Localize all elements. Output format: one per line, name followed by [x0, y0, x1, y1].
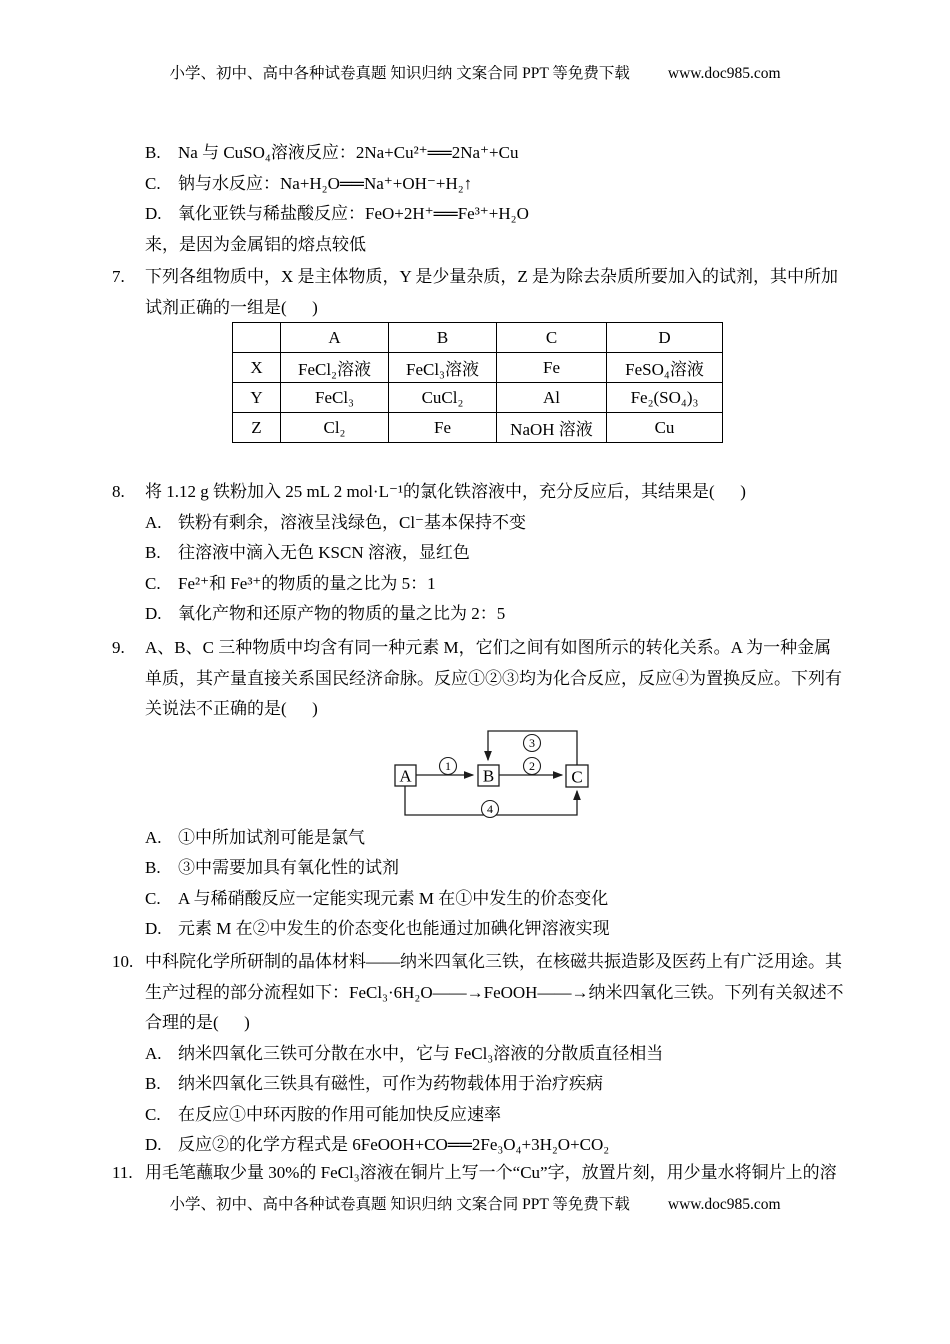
q10-option-d — [112, 1130, 912, 1161]
option-text: ①中所加试剂可能是氯气 — [178, 827, 365, 847]
option-label: D. — [145, 1135, 162, 1154]
q7-stem-line-1 — [112, 262, 912, 293]
stem-text: 将 1.12 g 铁粉加入 25 mL 2 mol·L⁻¹的氯化铁溶液中，充分反应后，其结果是( ) — [145, 482, 746, 501]
option-text: 纳米四氧化三铁具有磁性，可作为药物载体用于治疗疾病 — [178, 1074, 603, 1093]
table-cell: Al — [497, 383, 607, 413]
option-label: C. — [145, 173, 161, 193]
question-7-reagent-table — [232, 322, 723, 443]
option-label: C. — [145, 888, 161, 908]
option-text: 钠与水反应：Na+H₂O══Na⁺+OH⁻+H₂↑ — [178, 173, 473, 193]
option-text: 往溶液中滴入无色 KSCN 溶液，显红色 — [178, 543, 470, 562]
q9-option-c — [112, 884, 912, 915]
table-header-row — [233, 323, 723, 353]
table-cell: NaOH 溶液 — [497, 413, 607, 443]
option-label: A. — [145, 512, 162, 532]
option-text: 铁粉有剩余，溶液呈浅绿色，Cl⁻基本保持不变 — [178, 512, 527, 532]
q9-stem-line-1 — [112, 633, 912, 664]
q8-option-d — [112, 599, 912, 630]
question-number: 10. — [112, 952, 134, 971]
option-text: 反应②的化学方程式是 6FeOOH+CO══2Fe₃O₄+3H₂O+CO₂ — [178, 1135, 610, 1154]
q10-option-a — [112, 1039, 912, 1070]
node-c-label: C — [571, 767, 583, 786]
q9-stem-line-2: 单质，其产量直接关系国民经济命脉。反应①②③均为化合反应，反应④为置换反应。下列有 — [145, 668, 842, 688]
option-text: 元素 M 在②中发生的价态变化也能通过加碘化钾溶液实现 — [178, 919, 610, 938]
stem-text: 中科院化学所研制的晶体材料——纳米四氧化三铁，在核磁共振造影及医药上有广泛用途。其 — [145, 952, 842, 971]
step-4-label: 4 — [487, 801, 493, 816]
node-b-label: B — [482, 766, 495, 785]
q10-stem-line-3: 合理的是( ) — [145, 1013, 250, 1032]
q9-option-b — [112, 853, 912, 884]
option-label: A. — [145, 1043, 162, 1063]
option-label: C. — [145, 573, 161, 593]
header-promo-text: 小学、初中、高中各种试卷真题 知识归纳 文案合同 PPT 等免费下载 — [169, 65, 630, 82]
table-cell: Fe₂(SO₄)₃ — [607, 383, 723, 413]
table-cell: Fe — [497, 353, 607, 383]
table-cell: Cl₂ — [281, 413, 389, 443]
q10-stem-line-1 — [112, 947, 912, 978]
step-1-label: 1 — [445, 758, 451, 773]
q6-option-b — [145, 138, 945, 169]
option-text: 纳米四氧化三铁可分散在水中，它与 FeCl₃溶液的分散质直径相当 — [178, 1043, 664, 1063]
row-label: X — [233, 353, 281, 383]
table-header-a: A — [281, 323, 389, 353]
option-label: D. — [145, 919, 162, 938]
step-2-label: 2 — [529, 758, 535, 773]
table-header-c: C — [497, 323, 607, 353]
table-header-b: B — [389, 323, 497, 353]
option-label: A. — [145, 827, 162, 847]
question-8 — [112, 477, 912, 630]
table-cell: Fe — [389, 413, 497, 443]
table-row-z — [233, 413, 723, 443]
option-text: Na 与 CuSO₄溶液反应：2Na+Cu²⁺══2Na⁺+Cu — [178, 143, 519, 162]
q8-option-c — [112, 569, 912, 600]
option-label: B. — [145, 1074, 161, 1093]
page-footer — [0, 1195, 950, 1215]
stem-text: A、B、C 三种物质中均含有同一种元素 M，它们之间有如图所示的转化关系。A 为一种金属 — [145, 638, 832, 657]
q10-option-c — [112, 1100, 912, 1131]
header-site-url: www.doc985.com — [667, 65, 781, 82]
option-label: B. — [145, 143, 161, 162]
question-7 — [112, 262, 912, 323]
q10-stem-line-2: 生产过程的部分流程如下：FeCl₃·6H₂O——→FeOOH——→纳米四氧化三铁。下列有关叙述不 — [145, 982, 844, 1002]
table-header-d: D — [607, 323, 723, 353]
option-text: Fe²⁺和 Fe³⁺的物质的量之比为 5：1 — [178, 573, 436, 593]
q9-option-d — [112, 914, 912, 945]
table-cell: CuCl₂ — [389, 383, 497, 413]
table-row-y — [233, 383, 723, 413]
table-cell: FeCl₃ — [281, 383, 389, 413]
footer-site-url: www.doc985.com — [667, 1196, 781, 1213]
q9-option-a — [112, 823, 912, 854]
stem-text: 用毛笔蘸取少量 30%的 FeCl₃溶液在铜片上写一个“Cu”字，放置片刻，用少量水将铜片上的溶 — [145, 1163, 837, 1182]
conversion-diagram-svg — [378, 725, 633, 823]
question-6-remainder — [145, 138, 945, 260]
option-label: D. — [145, 204, 162, 223]
option-text: 氧化产物和还原产物的物质的量之比为 2：5 — [178, 604, 506, 623]
table-cell: Cu — [607, 413, 723, 443]
q11-stem-line-1 — [112, 1158, 912, 1189]
option-text: 在反应①中环丙胺的作用可能加快反应速率 — [178, 1104, 501, 1124]
table-row-x — [233, 353, 723, 383]
row-label: Y — [233, 383, 281, 413]
option-text: ③中需要加具有氧化性的试剂 — [178, 858, 399, 877]
q6-option-c — [145, 169, 945, 200]
q6-option-d — [145, 199, 945, 230]
option-label: C. — [145, 1104, 161, 1124]
q10-option-b — [112, 1069, 912, 1100]
q7-stem-line-2: 试剂正确的一组是( ) — [145, 297, 318, 317]
table-corner-cell — [233, 323, 281, 353]
node-a-label: A — [399, 766, 412, 785]
option-text: 氧化亚铁与稀盐酸反应：FeO+2H⁺══Fe³⁺+H₂O — [178, 204, 529, 223]
question-number: 9. — [112, 638, 125, 657]
step-3-label: 3 — [529, 735, 535, 750]
q9-stem-line-3: 关说法不正确的是( ) — [145, 699, 318, 718]
conversion-diagram — [378, 725, 633, 823]
q6-continuation-line: 来，是因为金属铝的熔点较低 — [145, 234, 366, 254]
option-label: D. — [145, 604, 162, 623]
table-cell: FeSO₄溶液 — [607, 353, 723, 383]
option-text: A 与稀硝酸反应一定能实现元素 M 在①中发生的价态变化 — [178, 888, 609, 908]
q8-stem — [112, 477, 912, 508]
option-label: B. — [145, 543, 161, 562]
question-number: 8. — [112, 482, 125, 501]
table-cell: FeCl₃溶液 — [389, 353, 497, 383]
option-label: B. — [145, 858, 161, 877]
q8-option-b — [112, 538, 912, 569]
stem-text: 下列各组物质中，X 是主体物质，Y 是少量杂质，Z 是为除去杂质所要加入的试剂，其中所加 — [145, 267, 839, 286]
question-number: 11. — [112, 1163, 133, 1182]
question-number: 7. — [112, 267, 125, 286]
q8-option-a — [112, 508, 912, 539]
question-9 — [112, 633, 912, 945]
table-cell: FeCl₂溶液 — [281, 353, 389, 383]
question-10 — [112, 947, 912, 1161]
question-11 — [112, 1158, 912, 1189]
row-label: Z — [233, 413, 281, 443]
page-header — [0, 64, 950, 84]
footer-promo-text: 小学、初中、高中各种试卷真题 知识归纳 文案合同 PPT 等免费下载 — [169, 1196, 630, 1213]
